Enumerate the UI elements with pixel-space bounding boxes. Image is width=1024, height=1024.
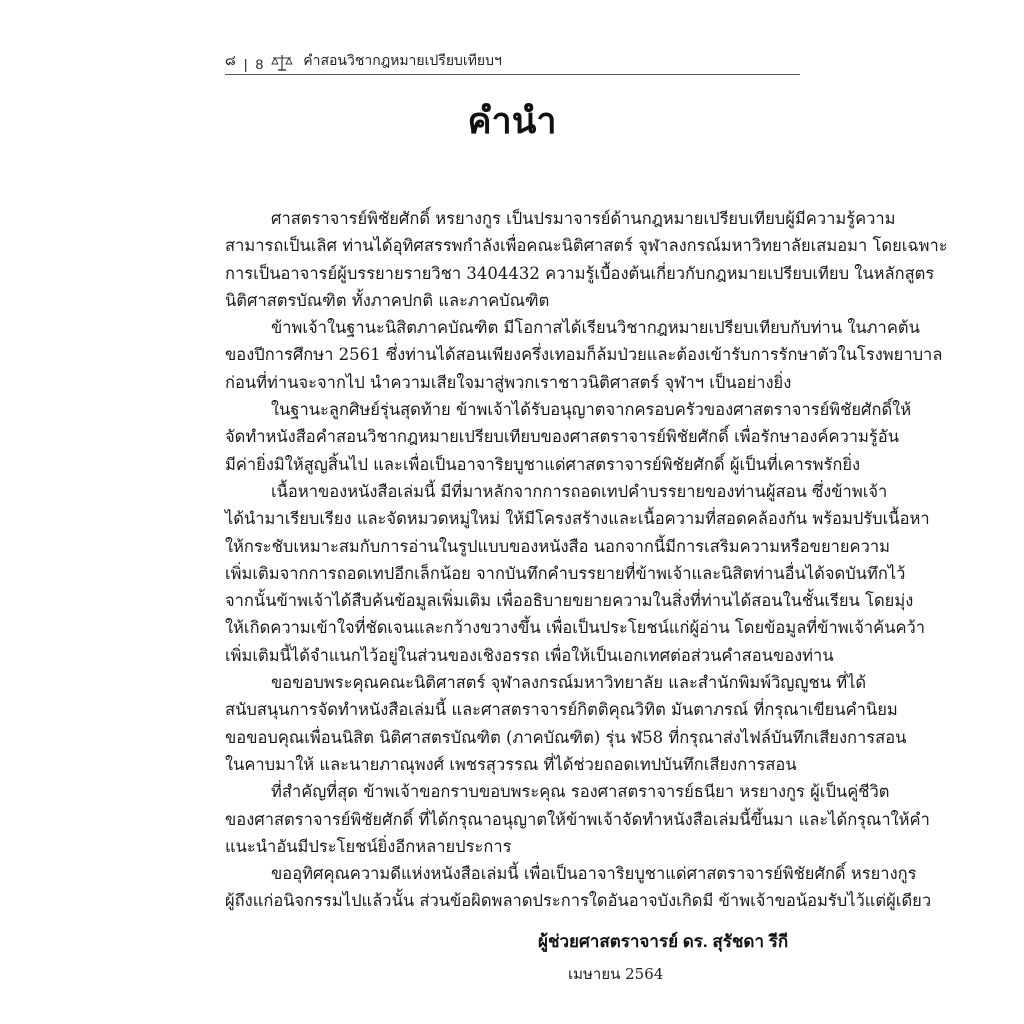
paragraph-line: ขออุทิศคุณความดีแห่งหนังสือเล่มนี้ เพื่อเป็นอาจาริยบูชาแด่ศาสตราจารย์พิชัยศักดิ์ หรยางกูร	[271, 864, 917, 884]
paragraph-line: ของศาสตราจารย์พิชัยศักดิ์ ที่ได้กรุณาอนุญาตให้ข้าพเจ้าจัดทำหนังสือเล่มนี้ขึ้นมา และได้กรุณาให้คำ	[225, 809, 930, 829]
paragraph-line: แนะนำอันมีประโยชน์ยิ่งอีกหลายประการ	[225, 836, 512, 856]
paragraph-line: ผู้ถึงแก่อนิจกรรมไปแล้วนั้น ส่วนข้อผิดพลาดประการใดอันอาจบังเกิดมี ข้าพเจ้าขอน้อมรับไว้แต่ผู้เดียว	[225, 891, 932, 911]
paragraph-line: ในคาบมาให้ และนายภาณุพงศ์ เพชรสุวรรณ ที่ได้ช่วยถอดเทปบันทึกเสียงการสอน	[225, 754, 797, 774]
paragraph-line: ได้นำมาเรียบเรียง และจัดหมวดหมู่ใหม่ ให้มีโครงสร้างและเนื้อความที่สอดคล้องกัน พร้อมปรับเนื้อหา	[225, 509, 930, 529]
paragraph-line: ข้าพเจ้าในฐานะนิสิตภาคบัณฑิต มีโอกาสได้เรียนวิชากฎหมายเปรียบเทียบกับท่าน ในภาคต้น	[271, 318, 920, 338]
page-number: 8	[255, 56, 264, 72]
paragraph-line: มีค่ายิ่งมิให้สูญสิ้นไป และเพื่อเป็นอาจาริยบูชาแด่ศาสตราจารย์พิชัยศักดิ์ ผู้เป็นที่เคารพรักยิ่ง	[225, 454, 861, 474]
running-header	[225, 50, 800, 75]
page-number-thai: ๘	[225, 52, 236, 68]
paragraph-line: ก่อนที่ท่านจะจากไป นำความเสียใจมาสู่พวกเราชาวนิติศาสตร์ จุฬาฯ เป็นอย่างยิ่ง	[225, 372, 792, 392]
paragraph-line: จากนั้นข้าพเจ้าได้สืบค้นข้อมูลเพิ่มเติม เพื่ออธิบายขยายความในสิ่งที่ท่านได้สอนในชั้นเรียน โดยมุ่ง	[225, 591, 914, 611]
paragraph-line: การเป็นอาจารย์ผู้บรรยายรายวิชา 3404432 ความรู้เบื้องต้นเกี่ยวกับกฎหมายเปรียบเทียบ ในหลักสูตร	[225, 263, 935, 283]
paragraph-line: ขอขอบคุณเพื่อนนิสิต นิติศาสตรบัณฑิต (ภาคบัณฑิต) รุ่น ฬ58 ที่กรุณาส่งไฟล์บันทึกเสียงการสอน	[225, 727, 907, 747]
paragraph-line: ให้กระชับเหมาะสมกับการอ่านในรูปแบบของหนังสือ นอกจากนี้มีการเสริมความหรือขยายความ	[225, 536, 891, 556]
paragraph-line: เพิ่มเติมจากการถอดเทปอีกเล็กน้อย จากบันทึกคำบรรยายที่ข้าพเจ้าและนิสิตท่านอื่นได้จดบันทึกไว้	[225, 563, 906, 583]
paragraph-line: นิติศาสตรบัณฑิต ทั้งภาคปกติ และภาคบัณฑิต	[225, 290, 550, 310]
paragraph-line: ในฐานะลูกศิษย์รุ่นสุดท้าย ข้าพเจ้าได้รับอนุญาตจากครอบครัวของศาสตราจารย์พิชัยศักดิ์ให้	[271, 400, 912, 420]
paragraph-line: ขอขอบพระคุณคณะนิติศาสตร์ จุฬาลงกรณ์มหาวิทยาลัย และสำนักพิมพ์วิญญูชน ที่ได้	[271, 673, 867, 693]
page-title: คำนำ	[467, 100, 557, 141]
paragraph-line: สามารถเป็นเลิศ ท่านได้อุทิศสรรพกำลังเพื่อคณะนิติศาสตร์ จุฬาลงกรณ์มหาวิทยาลัยเสมอมา โดยเฉพาะ	[225, 236, 948, 256]
paragraph-line: เพิ่มเติมนี้ได้จำแนกไว้อยู่ในส่วนของเชิงอรรถ เพื่อให้เป็นเอกเทศต่อส่วนคำสอนของท่าน	[225, 645, 834, 665]
date: เมษายน 2564	[568, 965, 664, 983]
paragraph-line: ให้เกิดความเข้าใจที่ชัดเจนและกว้างขวางขึ้น เพื่อเป็นประโยชน์แก่ผู้อ่าน โดยข้อมูลที่ข้าพเจ้าค้นคว้า	[225, 618, 926, 638]
preface-body	[225, 205, 948, 915]
paragraph-line: ที่สำคัญที่สุด ข้าพเจ้าขอกราบขอบพระคุณ รองศาสตราจารย์ธนียา หรยางกูร ผู้เป็นคู่ชีวิต	[271, 782, 890, 802]
header-separator: |	[243, 56, 248, 72]
paragraph-line: ศาสตราจารย์พิชัยศักดิ์ หรยางกูร เป็นปรมาจารย์ด้านกฎหมายเปรียบเทียบผู้มีความรู้ความ	[271, 209, 896, 228]
paragraph-line: สนับสนุนการจัดทำหนังสือเล่มนี้ และศาสตราจารย์กิตติคุณวิทิต มันตาภรณ์ ที่กรุณาเขียนคำนิยม	[225, 700, 898, 720]
paragraph-line: เนื้อหาของหนังสือเล่มนี้ มีที่มาหลักจากการถอดเทปคำบรรยายของท่านผู้สอน ซึ่งข้าพเจ้า	[271, 481, 888, 501]
scales-of-justice-icon	[271, 54, 293, 72]
paragraph-line: จัดทำหนังสือคำสอนวิชากฎหมายเปรียบเทียบของศาสตราจารย์พิชัยศักดิ์ เพื่อรักษาองค์ความรู้อัน	[225, 427, 899, 447]
author-signature: ผู้ช่วยศาสตราจารย์ ดร. สุรัชดา รีกี	[538, 932, 789, 951]
paragraph-line: ของปีการศึกษา 2561 ซึ่งท่านได้สอนเพียงครึ่งเทอมก็ล้มป่วยและต้องเข้ารับการรักษาตัวในโรงพยาบาล	[225, 345, 943, 365]
book-title: คำสอนวิชากฎหมายเปรียบเทียบฯ	[303, 52, 502, 68]
